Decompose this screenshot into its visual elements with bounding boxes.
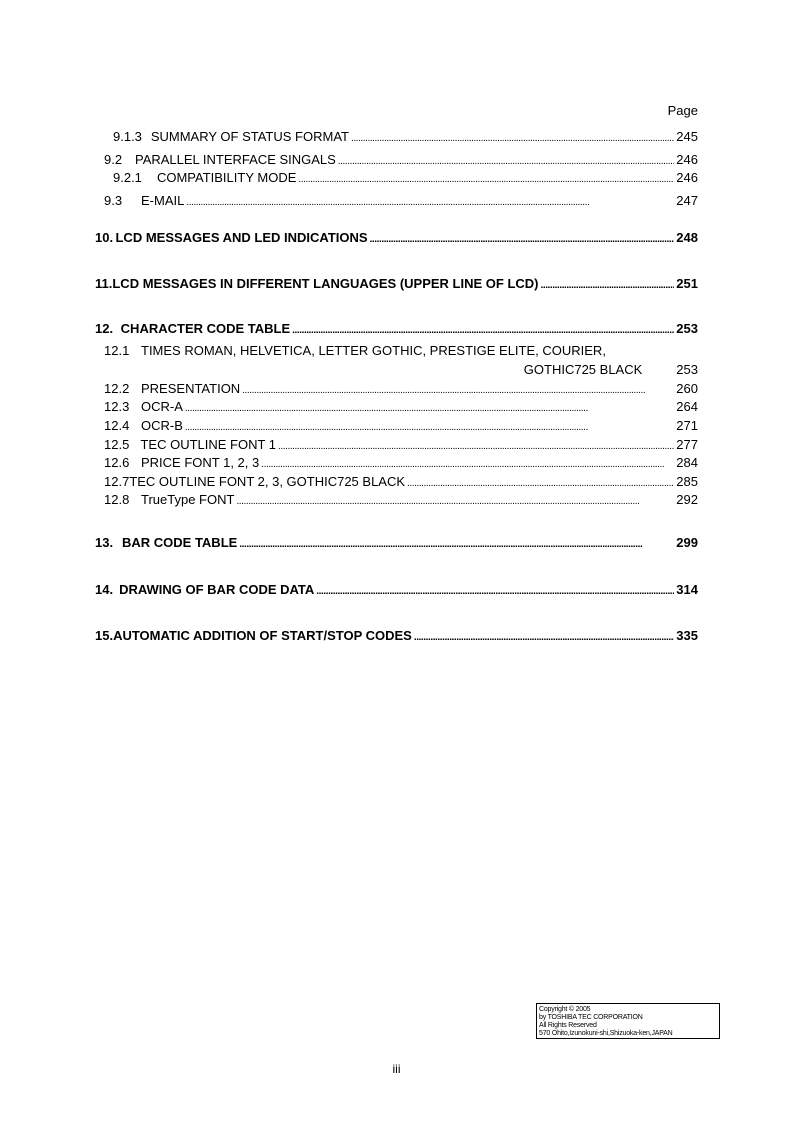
toc-entry-title: TEC OUTLINE FONT 2, 3, GOTHIC725 BLACK bbox=[129, 474, 406, 489]
toc-chapter-entry[interactable] bbox=[95, 581, 698, 599]
toc-entry-number: 15. bbox=[95, 628, 114, 643]
toc-entry-number: 12.6 bbox=[104, 455, 130, 470]
toc-entry[interactable] bbox=[113, 128, 698, 146]
toc-leader-dots bbox=[236, 491, 674, 511]
toc-chapter-entry[interactable] bbox=[95, 627, 698, 645]
toc-entry-page: 292 bbox=[676, 492, 698, 507]
toc-leader-dots bbox=[407, 473, 674, 493]
toc-entry-title: CHARACTER CODE TABLE bbox=[120, 321, 291, 336]
toc-entry-page: 246 bbox=[676, 170, 698, 185]
toc-entry-number: 13. bbox=[95, 535, 114, 550]
copyright-company: by TOSHIBA TEC CORPORATION bbox=[539, 1014, 643, 1021]
toc-entry-title: TrueType FONT bbox=[141, 492, 235, 507]
toc-entry-page: 314 bbox=[676, 582, 698, 597]
copyright-rights: All Rights Reserved bbox=[539, 1022, 597, 1029]
toc-entry-title: TIMES ROMAN, HELVETICA, LETTER GOTHIC, PRESTIGE ELITE, COURIER, bbox=[141, 343, 606, 358]
toc-entry-title: OCR-A bbox=[141, 399, 183, 414]
toc-entry-page: 284 bbox=[676, 455, 698, 470]
toc-entry-page: 264 bbox=[676, 399, 698, 414]
toc-entry-number: 12.2 bbox=[104, 381, 130, 396]
toc-leader-dots bbox=[351, 128, 674, 148]
toc-entry-title: PARALLEL INTERFACE SINGALS bbox=[134, 152, 336, 167]
toc-entry-number: 12.1 bbox=[104, 343, 130, 358]
toc-leader-dots bbox=[644, 361, 674, 379]
toc-entry-title: PRESENTATION bbox=[141, 381, 241, 396]
toc-entry-page: 299 bbox=[676, 535, 698, 550]
toc-entry-title: LCD MESSAGES IN DIFFERENT LANGUAGES (UPPER LINE OF LCD) bbox=[112, 276, 539, 291]
toc-entry-page: 285 bbox=[676, 474, 698, 489]
toc-entry[interactable] bbox=[104, 473, 698, 491]
toc-leader-dots bbox=[278, 436, 674, 456]
toc-leader-dots bbox=[540, 275, 674, 295]
toc-entry-title: LCD MESSAGES AND LED INDICATIONS bbox=[115, 230, 368, 245]
toc-entry-title: OCR-B bbox=[141, 418, 183, 433]
toc-entry-number: 11. bbox=[95, 276, 113, 291]
toc-chapter-entry[interactable] bbox=[95, 320, 698, 338]
toc-leader-dots bbox=[316, 581, 674, 601]
toc-leader-dots bbox=[261, 454, 674, 474]
toc-leader-dots bbox=[186, 192, 674, 212]
toc-entry[interactable] bbox=[104, 417, 698, 435]
toc-entry[interactable] bbox=[113, 169, 698, 187]
toc-entry-number: 10. bbox=[95, 230, 114, 245]
toc-entry[interactable] bbox=[104, 398, 698, 416]
copyright-address: 570 Ohito,Izunokuni-shi,Shizuoka-ken,JAPAN bbox=[539, 1030, 673, 1037]
spacer bbox=[141, 361, 524, 379]
toc-chapter-entry[interactable] bbox=[95, 275, 698, 293]
toc-entry-number: 9.1.3 bbox=[113, 129, 142, 144]
toc-entry-title: AUTOMATIC ADDITION OF START/STOP CODES bbox=[113, 628, 412, 643]
toc-leader-dots bbox=[414, 627, 674, 647]
toc-entry-page: 245 bbox=[676, 129, 698, 144]
toc-entry[interactable] bbox=[104, 192, 698, 210]
toc-leader-dots bbox=[370, 229, 675, 249]
toc-entry-page: 247 bbox=[676, 193, 698, 208]
toc-entry-number: 12.7 bbox=[104, 474, 130, 489]
toc-entry-number: 9.2.1 bbox=[113, 170, 142, 185]
toc-entry-number: 9.3 bbox=[104, 193, 123, 208]
toc-leader-dots bbox=[185, 417, 674, 437]
toc-leader-dots bbox=[292, 320, 674, 340]
toc-entry-title: SUMMARY OF STATUS FORMAT bbox=[150, 129, 349, 144]
toc-entry-number: 12.4 bbox=[104, 418, 130, 433]
toc-entry-page: 251 bbox=[676, 276, 698, 291]
toc-entry-title: DRAWING OF BAR CODE DATA bbox=[119, 582, 315, 597]
toc-entry-page: 248 bbox=[676, 230, 698, 245]
toc-entry[interactable] bbox=[104, 151, 698, 169]
toc-entry[interactable] bbox=[104, 491, 698, 509]
toc-leader-dots bbox=[298, 169, 674, 189]
toc-entry-page: 277 bbox=[676, 437, 698, 452]
toc-leader-dots bbox=[185, 398, 674, 418]
toc-entry-page: 260 bbox=[676, 381, 698, 396]
toc-entry-number: 12.8 bbox=[104, 492, 130, 507]
toc-entry-page: 246 bbox=[676, 152, 698, 167]
toc-leader-dots bbox=[239, 534, 674, 554]
toc-entry-page: 253 bbox=[676, 321, 698, 336]
toc-entry-title: PRICE FONT 1, 2, 3 bbox=[141, 455, 260, 470]
page-number: iii bbox=[392, 1062, 401, 1076]
toc-entry-page: 335 bbox=[676, 628, 698, 643]
toc-entry[interactable] bbox=[104, 342, 698, 360]
toc-chapter-entry[interactable] bbox=[95, 229, 698, 247]
toc-entry[interactable] bbox=[104, 436, 698, 454]
page-column-label: Page bbox=[667, 103, 698, 118]
toc-entry-number: 12.5 bbox=[104, 437, 130, 452]
toc-entry-number: 12.3 bbox=[104, 399, 130, 414]
toc-entry[interactable] bbox=[104, 380, 698, 398]
copyright-line: Copyright © 2005 bbox=[539, 1006, 591, 1013]
toc-entry[interactable] bbox=[104, 454, 698, 472]
toc-chapter-entry[interactable] bbox=[95, 534, 698, 552]
toc-entry-continuation[interactable] bbox=[141, 361, 698, 379]
toc-entry-title: COMPATIBILITY MODE bbox=[156, 170, 297, 185]
toc-entry-title: TEC OUTLINE FONT 1 bbox=[140, 437, 277, 452]
toc-entry-number: 14. bbox=[95, 582, 114, 597]
copyright-box bbox=[536, 1003, 720, 1039]
toc-entry-title-continued: GOTHIC725 BLACK bbox=[523, 362, 643, 377]
toc-leader-dots bbox=[338, 151, 674, 171]
toc-entry-number: 9.2 bbox=[104, 152, 123, 167]
toc-entry-page: 253 bbox=[676, 362, 698, 377]
toc-entry-title: BAR CODE TABLE bbox=[122, 535, 238, 550]
toc-entry-number: 12. bbox=[95, 321, 114, 336]
toc-entry-title: E-MAIL bbox=[141, 193, 185, 208]
toc-entry-page: 271 bbox=[676, 418, 698, 433]
toc-leader-dots bbox=[242, 380, 674, 400]
